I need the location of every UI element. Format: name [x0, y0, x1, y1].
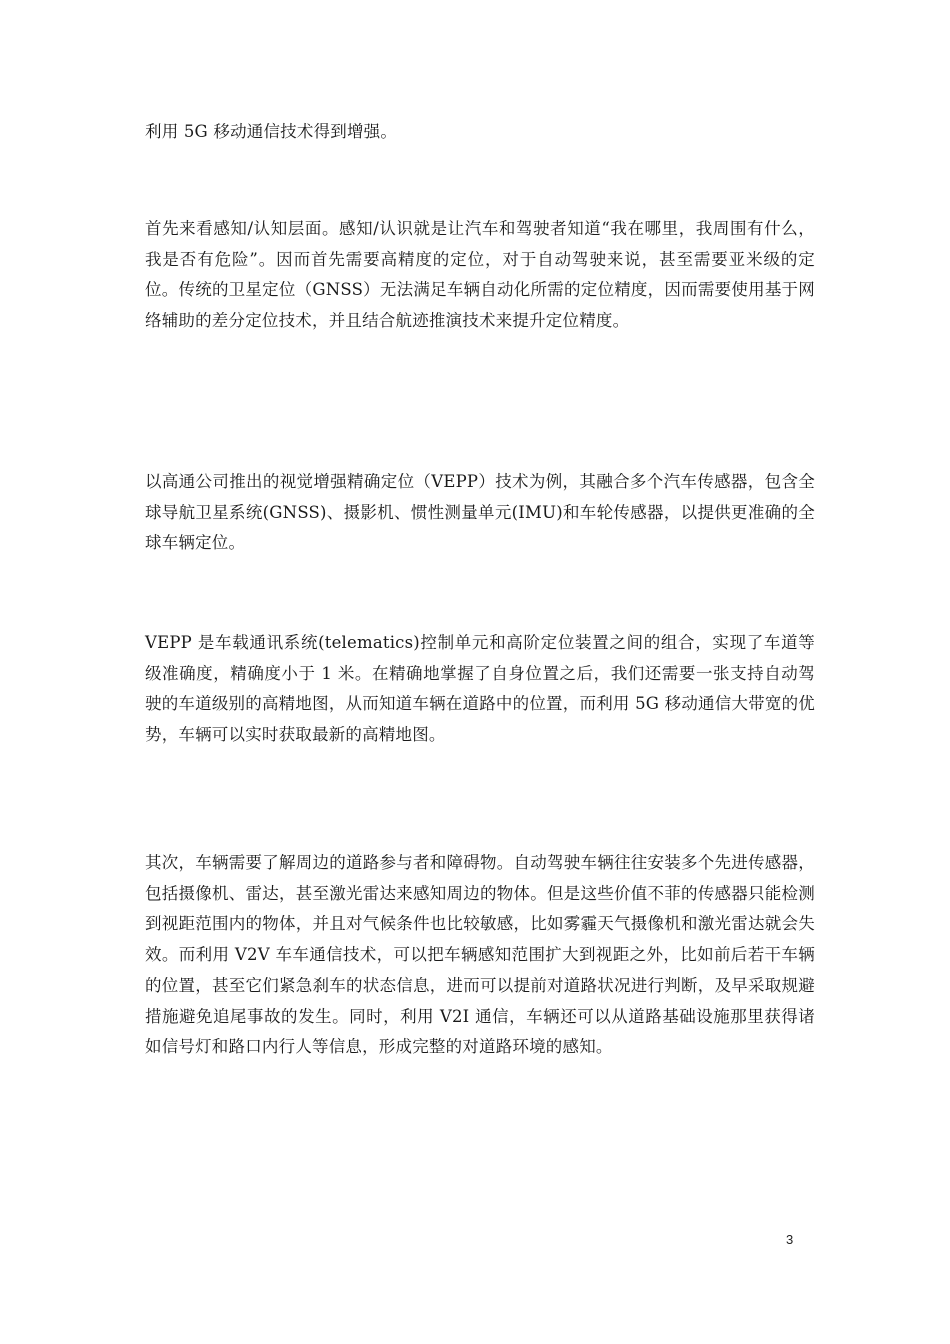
- paragraph-4: VEPP 是车载通讯系统(telematics)控制单元和高阶定位装置之间的组合，实现了车道等级准确度，精确度小于 1 米。在精确地掌握了自身位置之后，我们还需要一张支持自动驾驶的车道级别的高精地图，从而知道车辆在道路中的位置，而利用 5G 移动通信大带宽的优势，车辆可以实时获取最新的高精地图。: [145, 633, 815, 745]
- paragraph-1: 利用 5G 移动通信技术得到增强。: [145, 122, 398, 141]
- paragraph-3: 以高通公司推出的视觉增强精确定位（VEPP）技术为例，其融合多个汽车传感器，包含全球导航卫星系统(GNSS)、摄影机、惯性测量单元(IMU)和车轮传感器，以提供更准确的全球车辆定位。: [145, 472, 815, 553]
- page-number: 3: [786, 1232, 794, 1247]
- paragraph-5: 其次，车辆需要了解周边的道路参与者和障碍物。自动驾驶车辆往往安装多个先进传感器，包括摄像机、雷达，甚至激光雷达来感知周边的物体。但是这些价值不菲的传感器只能检测到视距范围内的物体，并且对气候条件也比较敏感，比如雾霾天气摄像机和激光雷达就会失效。而利用 V2V 车车通信技术，可以把车辆感知范围扩大到视距之外，比如前后若干车辆的位置，甚至它们紧急刹车的状态信息，进而可以提前对道路状况进行判断，及早采取规避措施避免追尾事故的发生。同时，利用 V2I 通信，车辆还可以从道路基础设施那里获得诸如信号灯和路口内行人等信息，形成完整的对道路环境的感知。: [145, 853, 815, 1057]
- paragraph-2: 首先来看感知/认知层面。感知/认识就是让汽车和驾驶者知道“我在哪里，我周围有什么，我是否有危险”。因而首先需要高精度的定位，对于自动驾驶来说，甚至需要亚米级的定位。传统的卫星定位（GNSS）无法满足车辆自动化所需的定位精度，因而需要使用基于网络辅助的差分定位技术，并且结合航迹推演技术来提升定位精度。: [145, 219, 815, 331]
